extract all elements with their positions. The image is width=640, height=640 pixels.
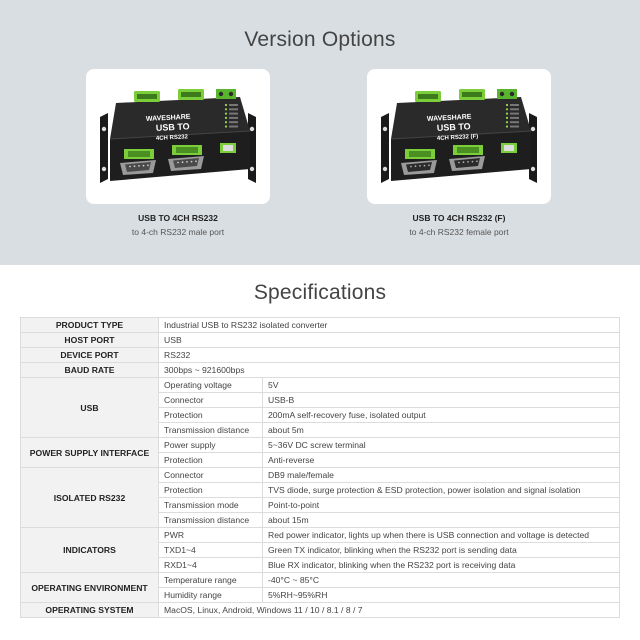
spec-value: MacOS, Linux, Android, Windows 11 / 10 / 8.1 / 8 / 7 [159,603,620,618]
device-illustration [86,69,270,204]
spec-value: about 15m [263,513,620,528]
table-row [21,603,620,618]
spec-key: POWER SUPPLY INTERFACE [21,438,159,468]
spec-subkey: Transmission distance [159,513,263,528]
spec-value: 300bps ~ 921600bps [159,363,620,378]
spec-key: PRODUCT TYPE [21,318,159,333]
spec-subkey: Protection [159,408,263,423]
spec-value: Industrial USB to RS232 isolated converter [159,318,620,333]
svg-text:WAVESHARE: WAVESHARE [426,113,472,123]
table-row [21,333,620,348]
spec-table [20,317,620,618]
spec-value: about 5m [263,423,620,438]
spec-subkey: PWR [159,528,263,543]
spec-subkey: Connector [159,393,263,408]
spec-subkey: RXD1~4 [159,558,263,573]
spec-value: USB-B [263,393,620,408]
spec-value: 5~36V DC screw terminal [263,438,620,453]
spec-subkey: Protection [159,453,263,468]
table-row [21,363,620,378]
spec-key: OPERATING SYSTEM [21,603,159,618]
spec-value: TVS diode, surge protection & ESD protection, power isolation and signal isolation [263,483,620,498]
spec-subkey: Protection [159,483,263,498]
spec-subkey: Transmission mode [159,498,263,513]
spec-value: USB [159,333,620,348]
table-row [21,318,620,333]
spec-value: -40°C ~ 85°C [263,573,620,588]
device-illustration [367,69,551,204]
svg-text:USB TO: USB TO [155,121,190,133]
spec-value: 5%RH~95%RH [263,588,620,603]
spec-subkey: Transmission distance [159,423,263,438]
version-options-title: Version Options [244,28,396,51]
spec-subkey: Operating voltage [159,378,263,393]
spec-value: RS232 [159,348,620,363]
spec-key: BAUD RATE [21,363,159,378]
spec-key: HOST PORT [21,333,159,348]
svg-text:USB TO: USB TO [436,121,471,133]
spec-key: INDICATORS [21,528,159,573]
spec-value: Point-to-point [263,498,620,513]
table-row [21,438,620,453]
product-image-male [86,69,270,204]
spec-key: DEVICE PORT [21,348,159,363]
table-row [21,528,620,543]
option-desc: to 4-ch RS232 male port [131,227,225,237]
spec-subkey: Humidity range [159,588,263,603]
product-image-female [367,69,551,204]
spec-value: 5V [263,378,620,393]
spec-key: ISOLATED RS232 [21,468,159,528]
spec-subkey: Temperature range [159,573,263,588]
spec-value: 200mA self-recovery fuse, isolated output [263,408,620,423]
table-row [21,468,620,483]
spec-subkey: TXD1~4 [159,543,263,558]
spec-subkey: Power supply [159,438,263,453]
svg-text:4CH RS232 (F): 4CH RS232 (F) [436,133,479,142]
spec-value: DB9 male/female [263,468,620,483]
spec-value: Anti-reverse [263,453,620,468]
spec-key: OPERATING ENVIRONMENT [21,573,159,603]
spec-value: Red power indicator, lights up when there is USB connection and voltage is detected [263,528,620,543]
specifications-title: Specifications [253,281,387,304]
option-desc: to 4-ch RS232 female port [409,227,509,237]
svg-text:4CH RS232: 4CH RS232 [155,134,189,142]
spec-value: Blue RX indicator, blinking when the RS232 port is receiving data [263,558,620,573]
spec-value: Green TX indicator, blinking when the RS232 port is sending data [263,543,620,558]
option-name: USB TO 4CH RS232 [138,213,218,223]
table-row [21,348,620,363]
svg-text:WAVESHARE: WAVESHARE [145,113,191,123]
table-row [21,378,620,393]
option-name: USB TO 4CH RS232 (F) [412,213,506,223]
table-row [21,573,620,588]
spec-subkey: Connector [159,468,263,483]
spec-key: USB [21,378,159,438]
